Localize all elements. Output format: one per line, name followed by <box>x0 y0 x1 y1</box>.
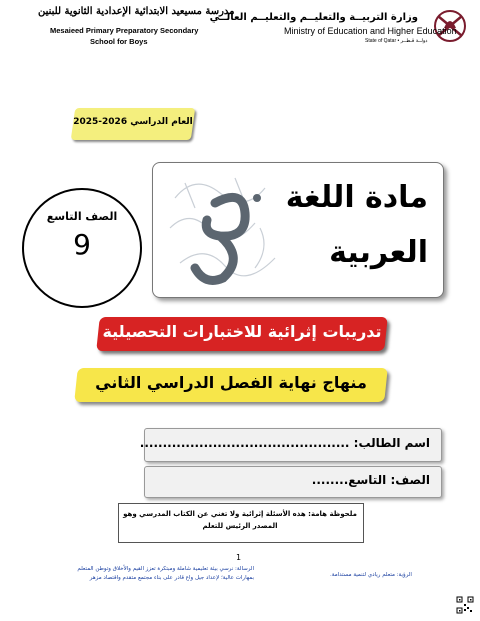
school-name-en-line1: Mesaieed Primary Preparatory Secondary <box>50 26 199 35</box>
enrichment-banner-text: تدريبات إثرائية للاختبارات التحصيلية <box>102 322 382 341</box>
ministry-name-en: Ministry of Education and Higher Education <box>284 26 457 36</box>
school-name-ar: مدرسة مسيعيد الابتدائية الإعدادية الثانوية للبنين <box>38 6 235 17</box>
academic-year: العام الدراسي 2026-2025 <box>73 117 193 127</box>
state-label: State of Qatar • دولــة قـطــر <box>365 38 428 44</box>
grade-label: الصف التاسع <box>46 210 118 223</box>
grade-number: 9 <box>73 228 91 261</box>
ministry-name-ar: وزارة التربيــة والتعليــم والتعليــم العالــي <box>209 12 418 23</box>
qr-code-icon <box>456 596 474 614</box>
page-number: 1 <box>236 553 242 562</box>
curriculum-banner-text: منهاج نهاية الفصل الدراسي الثاني <box>95 373 367 392</box>
subject-title-line1: مادة اللغة <box>285 180 428 215</box>
note-text <box>122 508 358 532</box>
student-name-label: اسم الطالب: .............................................. <box>139 436 430 450</box>
note-line2: المصدر الرئيس للتعلم <box>202 522 278 530</box>
mission-line2: بمهارات عالية؛ لإعداد جيل واع قادر على بناء مجتمع متقدم واقتصاد مزهر <box>89 575 254 581</box>
school-name-en-line2: School for Boys <box>90 37 148 46</box>
mission-line1: الرسالة: نرسي بيئة تعليمية شاملة ومبتكرة تعزز القيم والأخلاق وتوطن المتعلم <box>77 566 254 572</box>
student-class-label: الصف: التاسع........ <box>311 473 430 487</box>
subject-title-line2: العربية <box>329 235 428 270</box>
calligraphy-letter-icon <box>165 168 285 288</box>
mission-statement <box>36 565 254 583</box>
vision-statement: الرؤية: متعلم ريادي لتنمية مستدامة. <box>330 572 412 578</box>
note-line1: ملحوظة هامة: هذه الأسئلة إثرائية ولا تغني عن الكتاب المدرسي وهو <box>123 510 357 518</box>
